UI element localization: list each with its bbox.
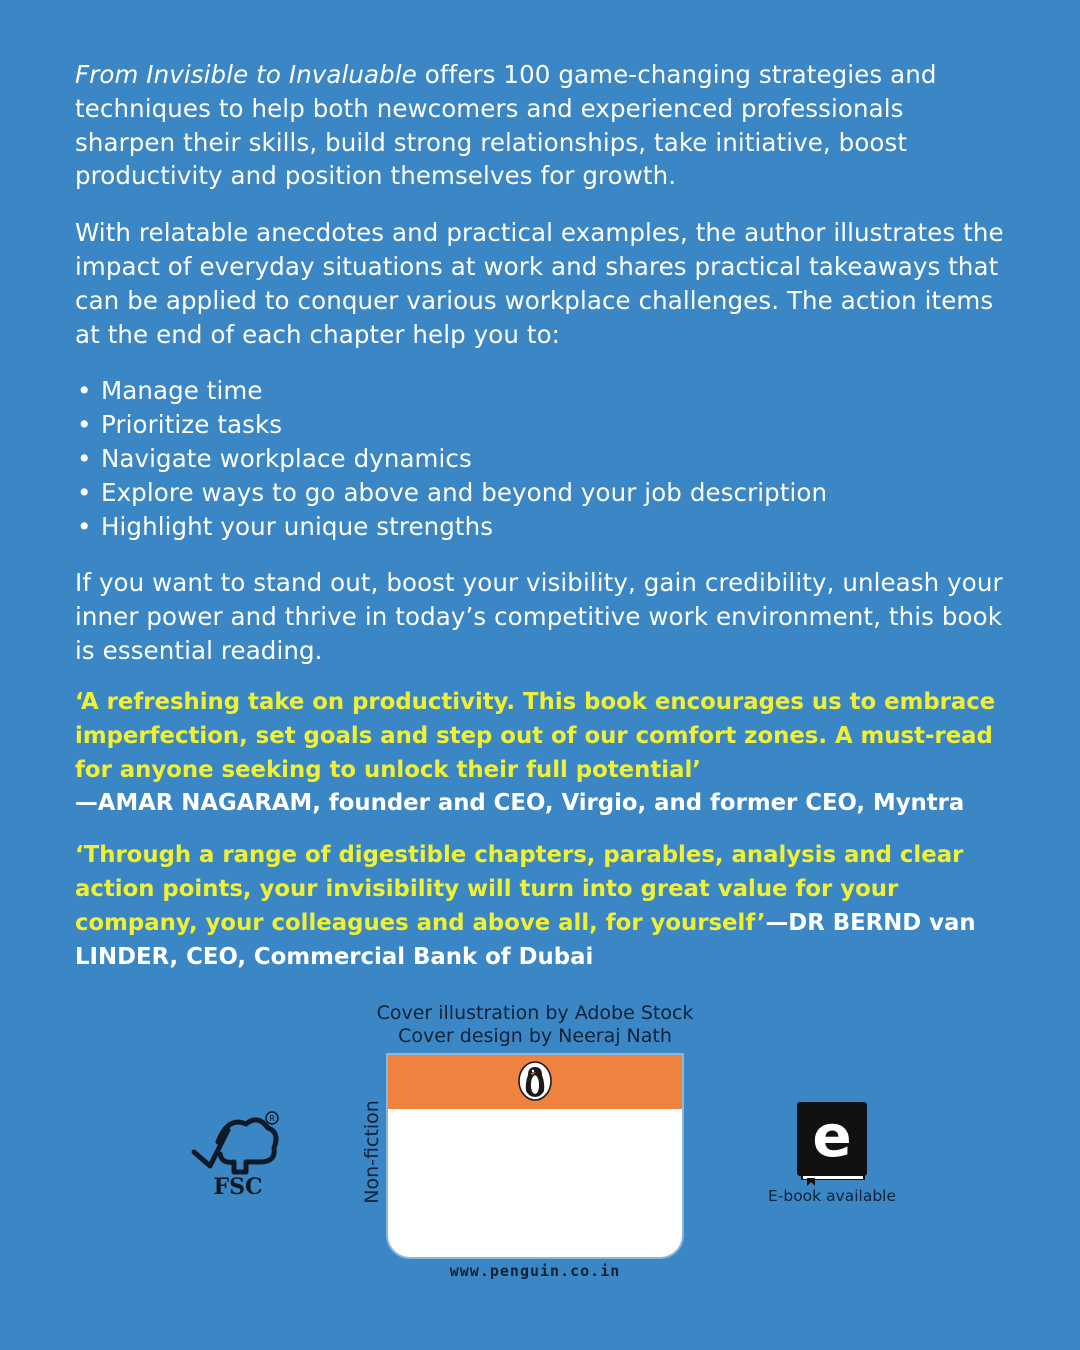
ebook-label: E-book available xyxy=(767,1187,897,1205)
list-item: • Highlight your unique strengths xyxy=(75,510,1005,544)
endorsement-1 xyxy=(75,686,1005,821)
fsc-label: FSC xyxy=(213,1174,263,1200)
endorsements xyxy=(75,686,1005,992)
endorsement-quote: ‘A refreshing take on productivity. This book encourages us to embrace imperfection, set goals and step out of our comfort zones. A must-read for anyone seeking to unlock their full potential’ xyxy=(75,689,996,783)
ebook-icon xyxy=(795,1100,870,1186)
blurb-paragraph-2-text: With relatable anecdotes and practical examples, the author illustrates the impact of everyday situations at work and shares practical takeaways that can be applied to conquer various workplace challenges. The action items at the end of each chapter help you to: xyxy=(75,218,1004,349)
penguin-barcode-panel xyxy=(388,1055,682,1257)
blurb-paragraph-1 xyxy=(75,58,1005,193)
list-item: • Manage time xyxy=(75,374,1005,408)
book-title: From Invisible to Invaluable xyxy=(75,60,417,89)
svg-text:e: e xyxy=(812,1102,852,1170)
list-item: • Explore ways to go above and beyond your job description xyxy=(75,476,1005,510)
endorsement-quote: ‘Through a range of digestible chapters, parables, analysis and clear action points, your invisibility will turn into great value for your company, your colleagues and above all, for yourself’ xyxy=(75,842,964,936)
illustration-credit: Cover illustration by Adobe Stock xyxy=(376,1002,694,1024)
fsc-logo-icon xyxy=(188,1108,284,1200)
blurb-paragraph-3: If you want to stand out, boost your visibility, gain credibility, unleash your inner power and thrive in today’s competitive work environment, this book is essential reading. xyxy=(75,568,1003,665)
blurb xyxy=(75,58,1005,691)
publisher-url: www.penguin.co.in xyxy=(449,1262,621,1280)
blurb-paragraph-2 xyxy=(75,216,1005,351)
list-item: • Prioritize tasks xyxy=(75,408,1005,442)
penguin-band xyxy=(388,1055,682,1109)
list-item: • Navigate workplace dynamics xyxy=(75,442,1005,476)
genre-label: Non-fiction xyxy=(361,1100,383,1204)
design-credit: Cover design by Neeraj Nath xyxy=(398,1025,672,1047)
endorsement-attribution: —DR BERND van LINDER, CEO, Commercial Bank of Dubai xyxy=(75,909,976,970)
action-items-list xyxy=(75,374,1005,543)
svg-text:R: R xyxy=(269,1114,275,1123)
endorsement-2 xyxy=(75,839,1005,974)
penguin-logo-icon xyxy=(517,1061,553,1101)
blurb-paragraph-1-text: offers 100 game-changing strategies and techniques to help both newcomers and experienced professionals sharpen their skills, build strong relationships, take initiative, boost productivity and position themselves for growth. xyxy=(75,60,937,191)
endorsement-attribution: —AMAR NAGARAM, founder and CEO, Virgio, and former CEO, Myntra xyxy=(75,790,965,817)
cover-credits xyxy=(330,1002,740,1048)
